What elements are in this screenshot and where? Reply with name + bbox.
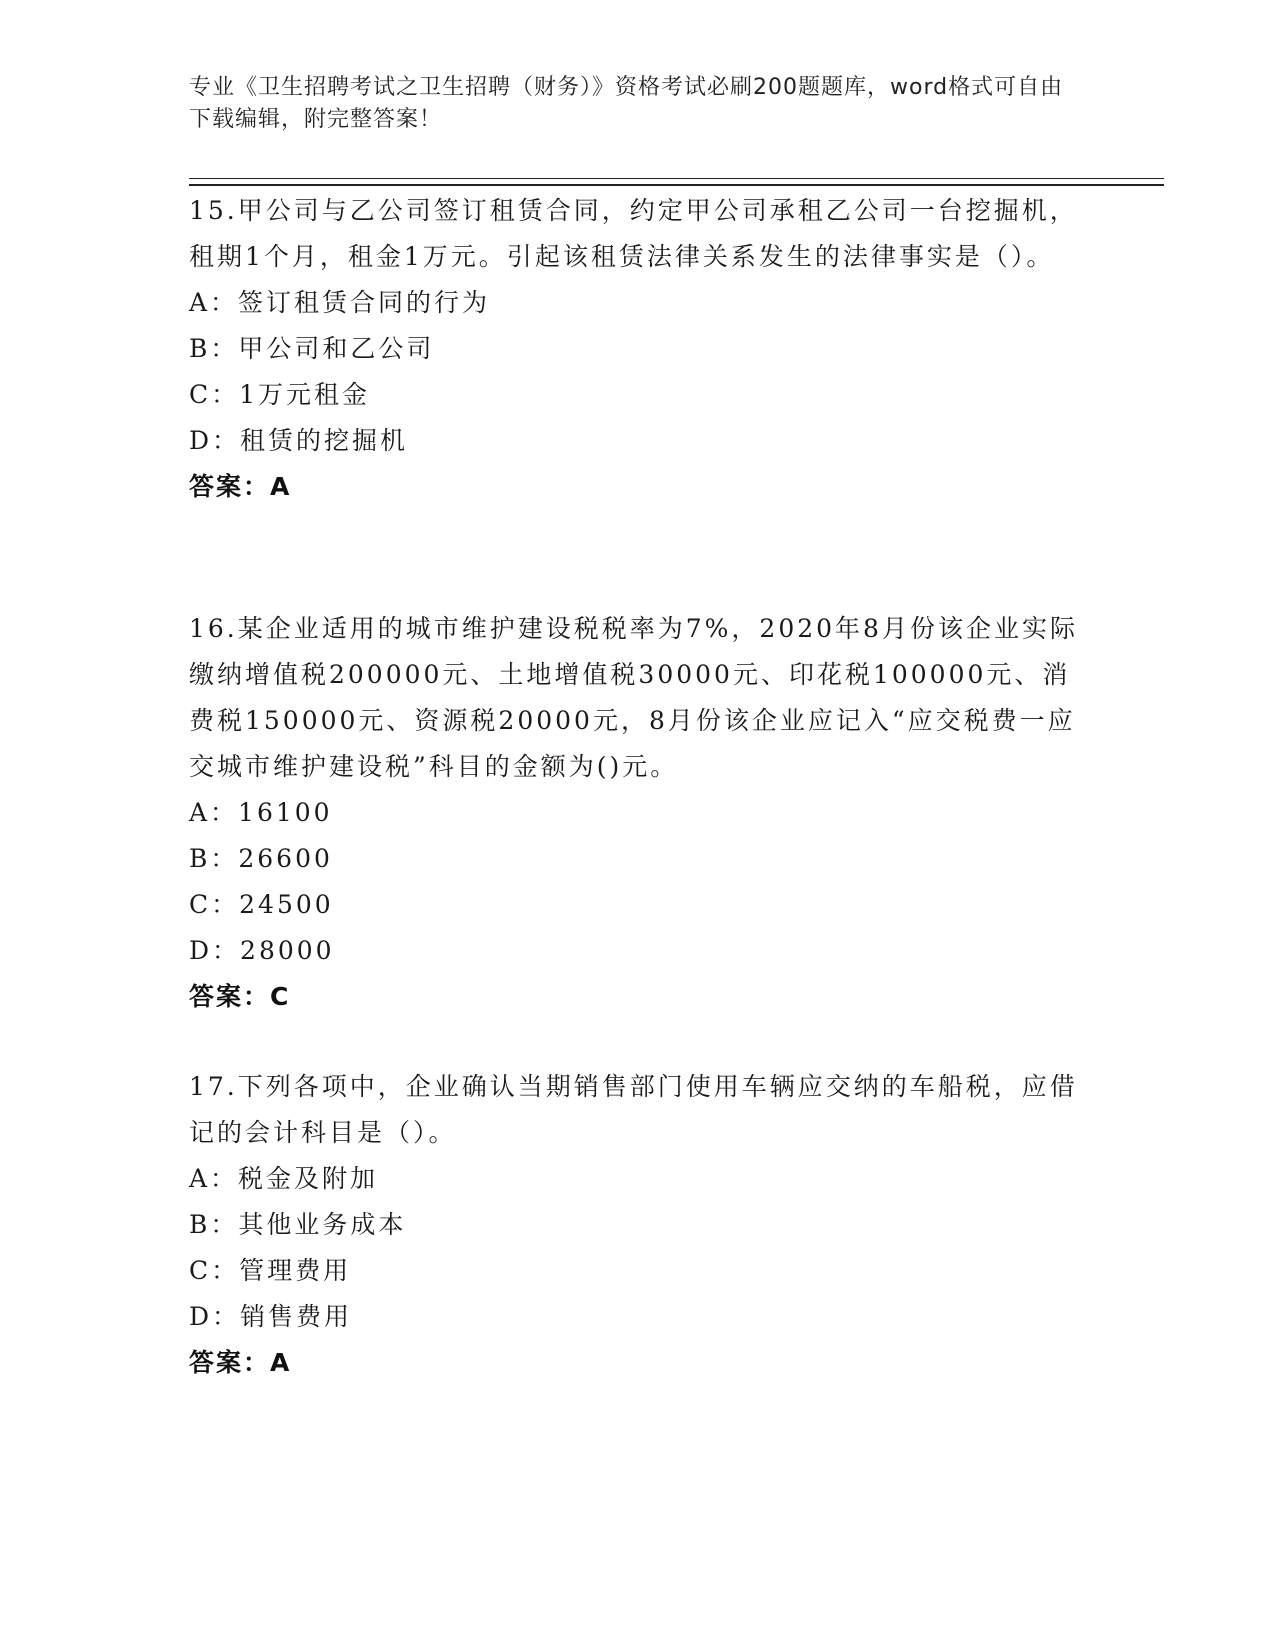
option-c: C：1万元租金: [189, 380, 371, 409]
option-a: A：税金及附加: [189, 1164, 379, 1193]
option-d: D：28000: [189, 936, 335, 965]
question-15: [189, 188, 1089, 510]
option-d: D：销售费用: [189, 1302, 353, 1331]
option-b: B：其他业务成本: [189, 1210, 407, 1239]
question-stem: 15.甲公司与乙公司签订租赁合同，约定甲公司承租乙公司一台挖掘机，租期1个月，租金1万元。引起该租赁法律关系发生的法律事实是（）。: [189, 196, 1078, 271]
answer: 答案：A: [189, 1348, 292, 1377]
option-d: D：租赁的挖掘机: [189, 426, 409, 455]
header-divider-thick: [189, 184, 1164, 186]
header-divider-thin: [189, 178, 1164, 179]
option-b: B：26600: [189, 844, 333, 873]
question-stem: 17.下列各项中，企业确认当期销售部门使用车辆应交纳的车船税，应借记的会计科目是（）。: [189, 1072, 1078, 1147]
option-a: A：签订租赁合同的行为: [189, 288, 491, 317]
question-17: [189, 1064, 1089, 1386]
option-c: C：24500: [189, 890, 334, 919]
document-header: 专业《卫生招聘考试之卫生招聘（财务）》资格考试必刷200题题库，word格式可自由下载编辑，附完整答案！: [189, 75, 1064, 132]
answer: 答案：A: [189, 472, 292, 501]
question-stem: 16.某企业适用的城市维护建设税税率为7%，2020年8月份该企业实际缴纳增值税200000元、土地增值税30000元、印花税100000元、消费税150000元、资源税20000元，8月份该企业应记入“应交税费一应交城市维护建设税”科目的金额为()元。: [189, 614, 1078, 781]
option-b: B：甲公司和乙公司: [189, 334, 435, 363]
option-a: A：16100: [189, 798, 333, 827]
option-c: C：管理费用: [189, 1256, 352, 1285]
answer: 答案：C: [189, 982, 291, 1011]
question-16: [189, 606, 1089, 1020]
